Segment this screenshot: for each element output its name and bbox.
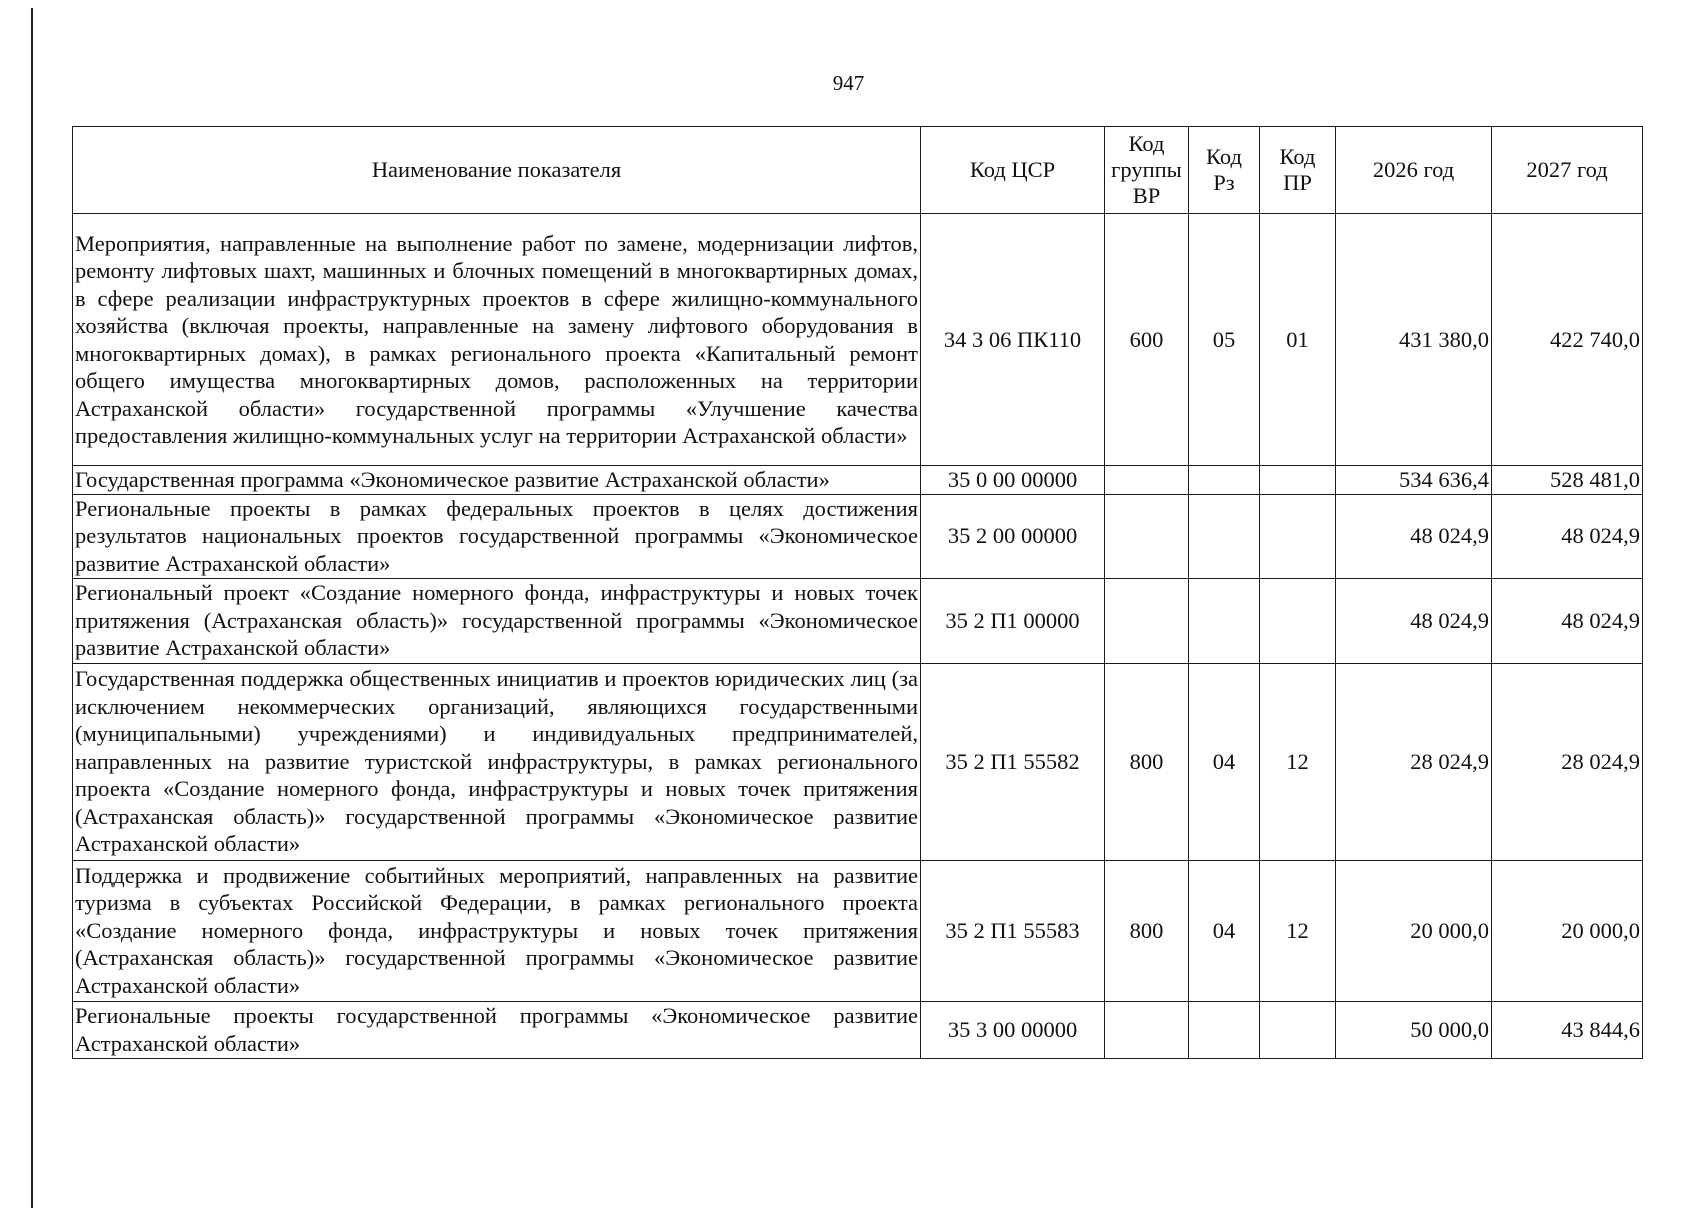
- row-rz: 05: [1189, 214, 1260, 466]
- row-2026: 28 024,9: [1336, 663, 1492, 860]
- row-csr: 35 2 П1 55582: [921, 663, 1105, 860]
- header-2027: 2027 год: [1492, 127, 1643, 214]
- row-2027: 43 844,6: [1492, 1001, 1643, 1058]
- row-vr: 800: [1105, 663, 1189, 860]
- row-pr: 01: [1260, 214, 1336, 466]
- table-row: [73, 1001, 1643, 1058]
- row-vr: 800: [1105, 860, 1189, 1001]
- table-row: [73, 214, 1643, 466]
- row-vr: [1105, 1001, 1189, 1058]
- row-rz: 04: [1189, 860, 1260, 1001]
- header-row: [73, 127, 1643, 214]
- row-2026: 50 000,0: [1336, 1001, 1492, 1058]
- binding-margin-line: [31, 8, 33, 1208]
- header-name: Наименование показателя: [73, 127, 921, 214]
- row-csr: 35 2 П1 00000: [921, 578, 1105, 663]
- row-2027: 20 000,0: [1492, 860, 1643, 1001]
- header-2026: 2026 год: [1336, 127, 1492, 214]
- row-vr: [1105, 494, 1189, 578]
- row-rz: [1189, 494, 1260, 578]
- row-csr: 34 3 06 ПК110: [921, 214, 1105, 466]
- row-csr: 35 2 00 00000: [921, 494, 1105, 578]
- row-name: Региональные проекты в рамках федеральных проектов в целях достижения результатов национальных проектов государственной программы «Экономическое развитие Астраханской области»: [73, 494, 921, 578]
- row-vr: 600: [1105, 214, 1189, 466]
- row-name: Региональные проекты государственной программы «Экономическое развитие Астраханской области»: [73, 1001, 921, 1058]
- row-pr: [1260, 1001, 1336, 1058]
- header-pr: Код ПР: [1260, 127, 1336, 214]
- row-2027: 48 024,9: [1492, 494, 1643, 578]
- row-pr: 12: [1260, 860, 1336, 1001]
- row-2027: 422 740,0: [1492, 214, 1643, 466]
- row-pr: [1260, 466, 1336, 495]
- table-row: [73, 860, 1643, 1001]
- row-2026: 20 000,0: [1336, 860, 1492, 1001]
- row-2027: 48 024,9: [1492, 578, 1643, 663]
- header-vr: Код группы ВР: [1105, 127, 1189, 214]
- row-name: Мероприятия, направленные на выполнение работ по замене, модернизации лифтов, ремонту лифтовых шахт, машинных и блочных помещений в многоквартирных домах, в сфере реализации инфраструктурных проектов в сфере жилищно-коммунального хозяйства (включая проекты, направленные на замену лифтового оборудования в многоквартирных домах), в рамках регионального проекта «Капитальный ремонт общего имущества многоквартирных домов, расположенных на территории Астраханской области» государственной программы «Улучшение качества предоставления жилищно-коммунальных услуг на территории Астраханской области»: [73, 214, 921, 466]
- page-number: 947: [832, 71, 865, 95]
- row-rz: 04: [1189, 663, 1260, 860]
- row-2026: 48 024,9: [1336, 494, 1492, 578]
- row-vr: [1105, 578, 1189, 663]
- table-row: [73, 494, 1643, 578]
- row-2026: 534 636,4: [1336, 466, 1492, 495]
- row-2026: 431 380,0: [1336, 214, 1492, 466]
- row-csr: 35 0 00 00000: [921, 466, 1105, 495]
- row-csr: 35 3 00 00000: [921, 1001, 1105, 1058]
- row-2026: 48 024,9: [1336, 578, 1492, 663]
- table-row: [73, 578, 1643, 663]
- table-row: [73, 466, 1643, 495]
- row-2027: 28 024,9: [1492, 663, 1643, 860]
- row-pr: 12: [1260, 663, 1336, 860]
- row-name: Региональный проект «Создание номерного фонда, инфраструктуры и новых точек притяжения (Астраханская область)» государственной программы «Экономическое развитие Астраханской области»: [73, 578, 921, 663]
- header-rz: Код Рз: [1189, 127, 1260, 214]
- row-name: Государственная поддержка общественных инициатив и проектов юридических лиц (за исключением некоммерческих организаций, являющихся государственными (муниципальными) учреждениями) и индивидуальных предпринимателей, направленных на развитие туристской инфраструктуры, в рамках регионального проекта «Создание номерного фонда, инфраструктуры и новых точек притяжения (Астраханская область)» государственной программы «Экономическое развитие Астраханской области»: [73, 663, 921, 860]
- row-rz: [1189, 578, 1260, 663]
- row-pr: [1260, 494, 1336, 578]
- row-rz: [1189, 466, 1260, 495]
- row-rz: [1189, 1001, 1260, 1058]
- row-pr: [1260, 578, 1336, 663]
- row-2027: 528 481,0: [1492, 466, 1643, 495]
- row-name: Государственная программа «Экономическое развитие Астраханской области»: [73, 466, 921, 495]
- table-row: [73, 663, 1643, 860]
- budget-table: [72, 126, 1643, 1059]
- row-name: Поддержка и продвижение событийных мероприятий, направленных на развитие туризма в субъектах Российской Федерации, в рамках регионального проекта «Создание номерного фонда, инфраструктуры и новых точек притяжения (Астраханская область)» государственной программы «Экономическое развитие Астраханской области»: [73, 860, 921, 1001]
- header-csr: Код ЦСР: [921, 127, 1105, 214]
- row-vr: [1105, 466, 1189, 495]
- row-csr: 35 2 П1 55583: [921, 860, 1105, 1001]
